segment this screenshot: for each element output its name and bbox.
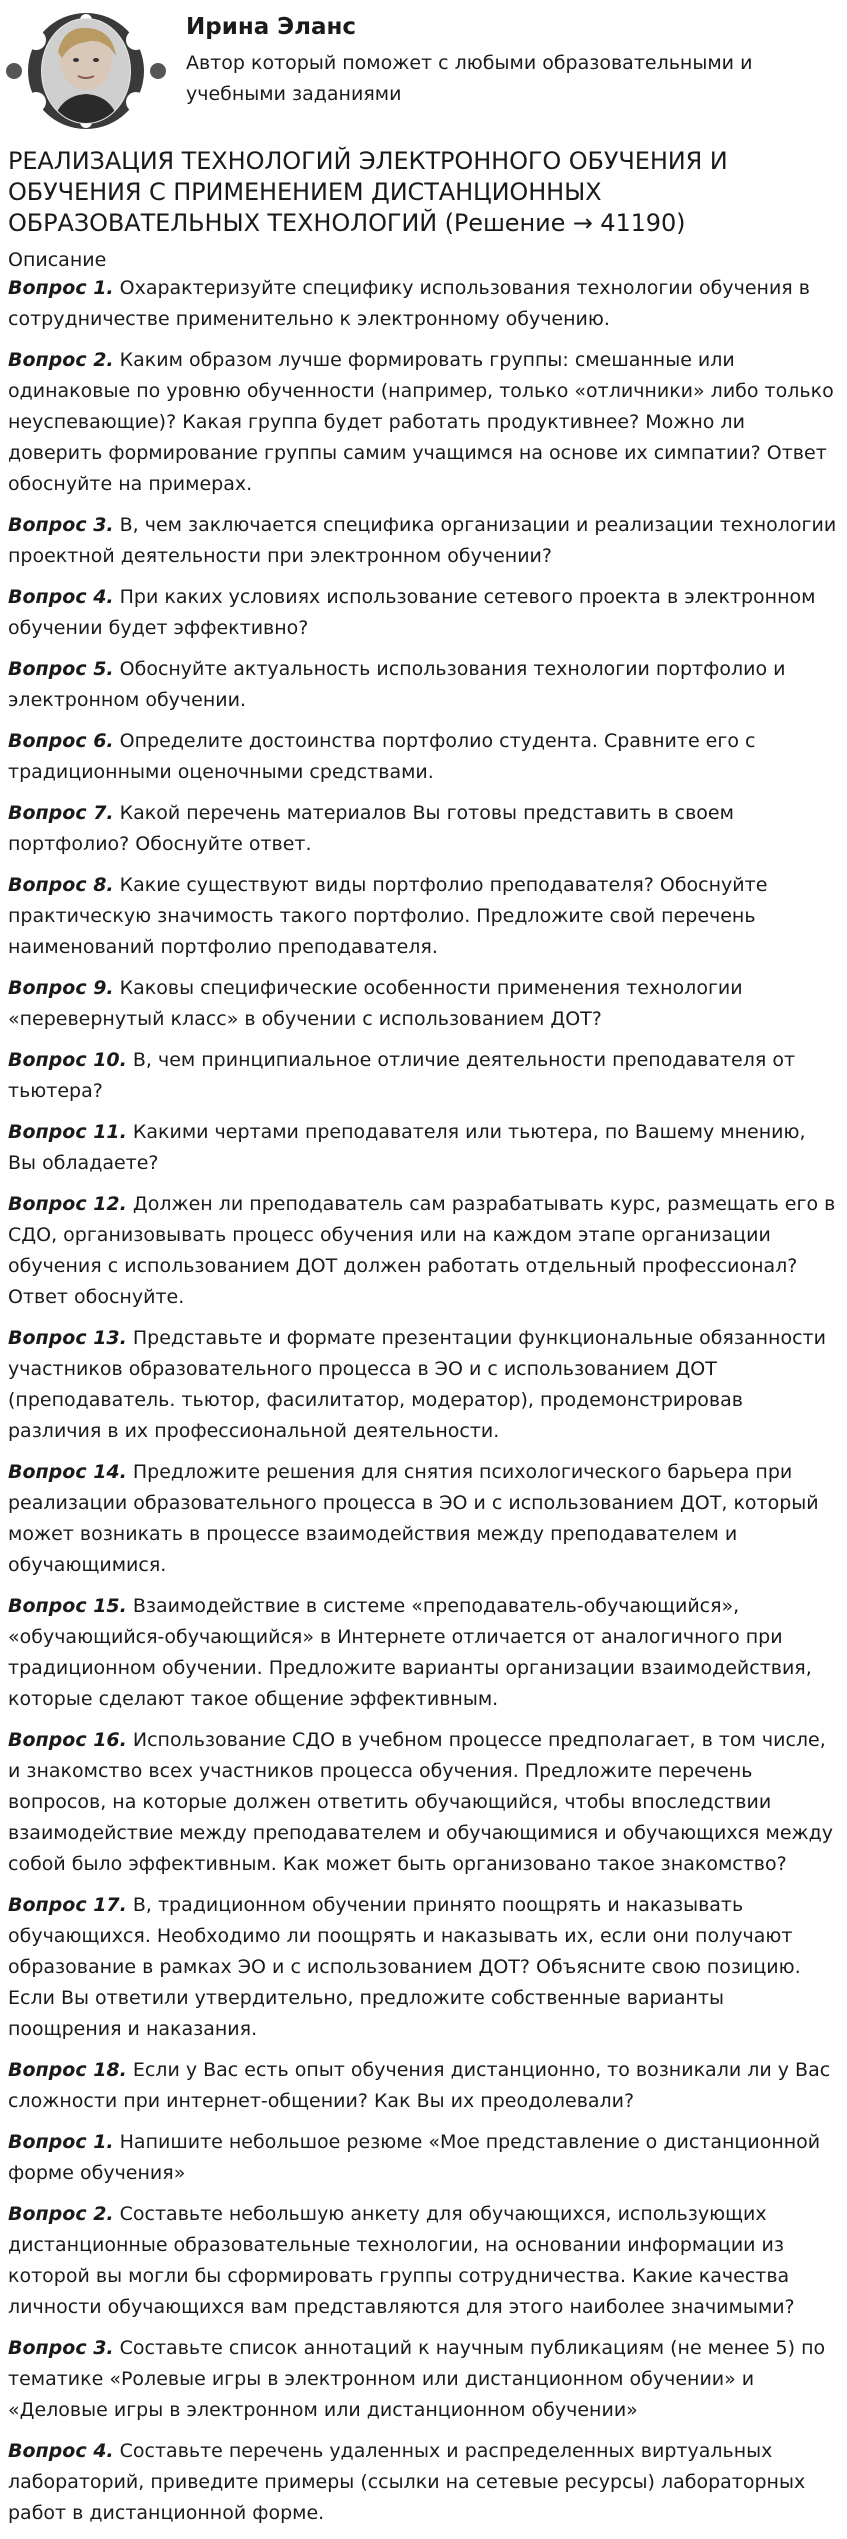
question-text: В, чем заключается специфика организации и реализации технологии проектной деятельности при электронном обучении? bbox=[8, 514, 837, 567]
question-text: Какой перечень материалов Вы готовы представить в своем портфолио? Обоснуйте ответ. bbox=[8, 802, 734, 855]
question-text: Если у Вас есть опыт обучения дистанционно, то возникали ли у Вас сложности при интернет-общении? Как Вы их преодолевали? bbox=[8, 2059, 831, 2112]
question-item bbox=[8, 1725, 838, 1880]
question-item bbox=[8, 1189, 838, 1313]
questions-list bbox=[0, 273, 847, 2529]
question-text: Обоснуйте актуальность использования технологии портфолио и электронном обучении. bbox=[8, 658, 786, 711]
question-label: Вопрос 18. bbox=[8, 2059, 127, 2081]
question-text: Охарактеризуйте специфику использования технологии обучения в сотрудничестве применительно к электронному обучению. bbox=[8, 277, 810, 330]
question-item bbox=[8, 798, 838, 860]
question-label: Вопрос 12. bbox=[8, 1193, 127, 1215]
question-label: Вопрос 7. bbox=[8, 802, 114, 824]
question-label: Вопрос 11. bbox=[8, 1121, 127, 1143]
author-avatar[interactable] bbox=[6, 12, 166, 130]
question-item bbox=[8, 1890, 838, 2045]
question-text: При каких условиях использование сетевого проекта в электронном обучении будет эффективно? bbox=[8, 586, 816, 639]
question-item bbox=[8, 273, 838, 335]
question-item bbox=[8, 1117, 838, 1179]
author-card bbox=[0, 0, 847, 140]
question-label: Вопрос 4. bbox=[8, 586, 114, 608]
question-text: Напишите небольшое резюме «Мое представление о дистанционной форме обучения» bbox=[8, 2131, 821, 2184]
question-item bbox=[8, 1591, 838, 1715]
question-label: Вопрос 14. bbox=[8, 1461, 127, 1483]
question-text: В, традиционном обучении принято поощрять и наказывать обучающихся. Необходимо ли поощрять и наказывать их, если они получают образование в рамках ЭО и с использованием ДОТ? Объясните свою позицию. Если Вы ответили утвердительно, предложите собственные варианты поощрения и наказания. bbox=[8, 1894, 801, 2040]
question-label: Вопрос 3. bbox=[8, 514, 114, 536]
question-item bbox=[8, 973, 838, 1035]
question-label: Вопрос 17. bbox=[8, 1894, 127, 1916]
question-item bbox=[8, 2127, 838, 2189]
question-item bbox=[8, 726, 838, 788]
question-item bbox=[8, 345, 838, 500]
question-label: Вопрос 13. bbox=[8, 1327, 127, 1349]
question-text: Какими чертами преподавателя или тьютера, по Вашему мнению, Вы обладаете? bbox=[8, 1121, 806, 1174]
question-text: Предложите решения для снятия психологического барьера при реализации образовательного процесса в ЭО и с использованием ДОТ, который может возникать в процессе взаимодействия между преподавателем и обучающимися. bbox=[8, 1461, 819, 1576]
question-item bbox=[8, 1457, 838, 1581]
question-item bbox=[8, 870, 838, 963]
author-description: Автор который поможет с любыми образовательными и учебными заданиями bbox=[186, 52, 753, 105]
question-item bbox=[8, 1323, 838, 1447]
question-label: Вопрос 1. bbox=[8, 2131, 114, 2153]
question-item bbox=[8, 654, 838, 716]
question-label: Вопрос 10. bbox=[8, 1049, 127, 1071]
question-text: Определите достоинства портфолио студента. Сравните его с традиционными оценочными средствами. bbox=[8, 730, 756, 783]
question-item bbox=[8, 582, 838, 644]
question-text: Составьте небольшую анкету для обучающихся, использующих дистанционные образовательные технологии, на основании информации из которой вы могли бы сформировать группы сотрудничества. Какие качества личности обучающихся вам представляются для этого наиболее значимыми? bbox=[8, 2203, 795, 2318]
question-text: Каким образом лучше формировать группы: смешанные или одинаковые по уровню обученности (например, только «отличники» либо только неуспевающие)? Какая группа будет работать продуктивнее? Можно ли доверить формирование группы самим учащимся на основе их симпатии? Ответ обоснуйте на примерах. bbox=[8, 349, 834, 495]
question-item bbox=[8, 2055, 838, 2117]
question-text: Представьте и формате презентации функциональные обязанности участников образовательного процесса в ЭО и с использованием ДОТ (преподаватель. тьютор, фасилитатор, модератор), продемонстрировав различия в их профессиональной деятельности. bbox=[8, 1327, 826, 1442]
question-label: Вопрос 5. bbox=[8, 658, 114, 680]
question-label: Вопрос 6. bbox=[8, 730, 114, 752]
question-text: Использование СДО в учебном процессе предполагает, в том числе, и знакомство всех участников процесса обучения. Предложите перечень вопросов, на которые должен ответить обучающийся, чтобы впоследствии взаимодействие между преподавателем и обучающимися и обучающихся между собой было эффективным. Как может быть организовано такое знакомство? bbox=[8, 1729, 834, 1875]
question-text: В, чем принципиальное отличие деятельности преподавателя от тьютера? bbox=[8, 1049, 796, 1102]
question-label: Вопрос 8. bbox=[8, 874, 114, 896]
question-text: Какие существуют виды портфолио преподавателя? Обоснуйте практическую значимость такого портфолио. Предложите свой перечень наименований портфолио преподавателя. bbox=[8, 874, 768, 958]
question-label: Вопрос 15. bbox=[8, 1595, 127, 1617]
question-label: Вопрос 4. bbox=[8, 2440, 114, 2462]
question-text: Каковы специфические особенности применения технологии «перевернутый класс» в обучении с использованием ДОТ? bbox=[8, 977, 743, 1030]
question-label: Вопрос 9. bbox=[8, 977, 114, 999]
question-label: Вопрос 3. bbox=[8, 2337, 114, 2359]
question-label: Вопрос 2. bbox=[8, 349, 114, 371]
question-text: Составьте список аннотаций к научным публикациям (не менее 5) по тематике «Ролевые игры в электронном или дистанционном обучении» и «Деловые игры в электронном или дистанционном обучении» bbox=[8, 2337, 826, 2421]
question-text: Взаимодействие в системе «преподаватель-обучающийся», «обучающийся-обучающийся» в Интернете отличается от аналогичного при традиционном обучении. Предложите варианты организации взаимодействия, которые сделают такое общение эффективным. bbox=[8, 1595, 812, 1710]
question-item bbox=[8, 2436, 838, 2529]
question-label: Вопрос 16. bbox=[8, 1729, 127, 1751]
question-item bbox=[8, 510, 838, 572]
question-label: Вопрос 1. bbox=[8, 277, 114, 299]
question-item bbox=[8, 2333, 838, 2426]
question-text: Составьте перечень удаленных и распределенных виртуальных лабораторий, приведите примеры (ссылки на сетевые ресурсы) лабораторных работ в дистанционной форме. bbox=[8, 2440, 806, 2524]
question-label: Вопрос 2. bbox=[8, 2203, 114, 2225]
question-text: Должен ли преподаватель сам разрабатывать курс, размещать его в СДО, организовывать процесс обучения или на каждом этапе организации обучения с использованием ДОТ должен работать отдельный профессионал? Ответ обоснуйте. bbox=[8, 1193, 836, 1308]
question-item bbox=[8, 1045, 838, 1107]
description-label: Описание bbox=[8, 249, 107, 271]
question-item bbox=[8, 2199, 838, 2323]
author-name[interactable]: Ирина Эланс bbox=[186, 14, 357, 40]
page-title: РЕАЛИЗАЦИЯ ТЕХНОЛОГИЙ ЭЛЕКТРОННОГО ОБУЧЕНИЯ И ОБУЧЕНИЯ С ПРИМЕНЕНИЕМ ДИСТАНЦИОННЫХ ОБРАЗОВАТЕЛЬНЫХ ТЕХНОЛОГИЙ (Решение → 41190) bbox=[8, 147, 728, 237]
